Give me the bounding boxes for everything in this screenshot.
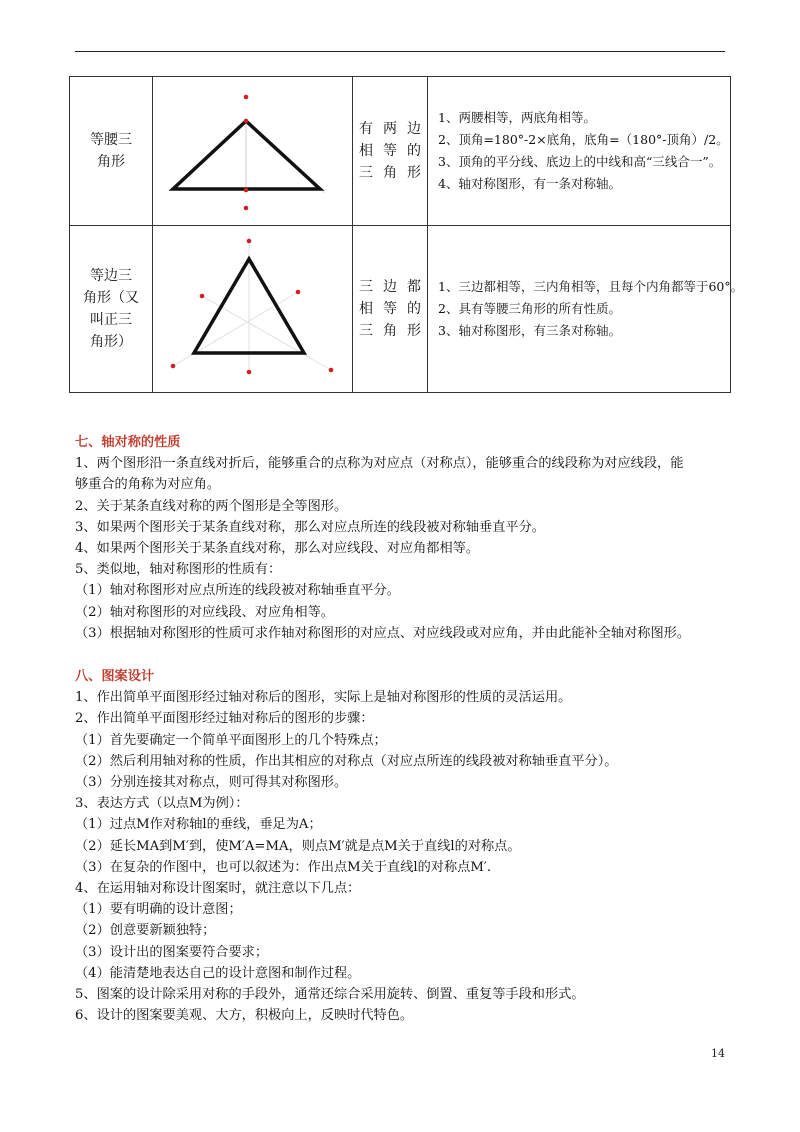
axis-point [329,368,334,373]
equilateral-property: 3、轴对称图形，有三条对称轴。 [438,323,621,338]
paragraph-line: 2、作出简单平面图形经过轴对称后的图形的步骤： [75,711,374,727]
paragraph-line: 4、如果两个图形关于某条直线对称，那么对应线段、对应角都相等。 [75,541,480,557]
equilateral-properties-cell [428,226,744,393]
isosceles-figure-cell [153,77,353,226]
equilateral-definition-line: 相等的 [359,301,421,317]
isosceles-property: 1、两腰相等，两底角相等。 [438,110,596,125]
equilateral-figure-cell [153,226,353,393]
equilateral-property: 1、三边都相等，三内角相等，且每个内角都等于60°。 [438,279,744,294]
equilateral-name-line: 角形） [90,334,132,350]
equilateral-definition-line: 三边都 [359,279,421,295]
isosceles-property: 2、顶角=180°-2×底角，底角=（180°-顶角）/2。 [438,132,729,147]
table-row-isosceles [70,77,731,226]
isosceles-properties-cell [428,77,731,226]
paragraph-line: 3、表达方式（以点M为例）： [75,796,249,812]
isosceles-definition-line: 有两边 [359,121,421,137]
equilateral-triangle-figure [153,226,352,392]
paragraph-line: （1）要有明确的设计意图； [75,902,242,918]
apex-point [244,119,249,124]
paragraph-line: 6、设计的图案要美观、大方，积极向上，反映时代特色。 [75,1008,414,1024]
paragraph-line: 够重合的角称为对应角。 [75,477,221,493]
isosceles-name-line: 角形 [97,154,125,170]
equilateral-name-line: 等边三 [90,268,132,284]
paragraph-line: （4）能清楚地表达自己的设计意图和制作过程。 [75,965,361,981]
equilateral-name-cell [70,226,153,393]
paragraph-line: 3、如果两个图形关于某条直线对称，那么对应点所连的线段被对称轴垂直平分。 [75,519,545,535]
header-rule [75,51,725,52]
paragraph-line: （1）轴对称图形对应点所连的线段被对称轴垂直平分。 [75,583,400,599]
isosceles-name-line: 等腰三 [90,132,132,148]
isosceles-property: 4、轴对称图形，有一条对称轴。 [438,176,621,191]
equilateral-name-line: 角形（又 [83,290,139,306]
paragraph-line: （2）延长MA到M′到，使M′A=MA，则点M′就是点M关于直线l的对称点。 [75,838,521,854]
axis-point [247,239,252,244]
isosceles-triangle-figure [153,77,352,225]
axis-point [247,370,252,375]
isosceles-name-cell [70,77,153,226]
isosceles-definition-cell [353,77,428,226]
paragraph-line: （1）首先要确定一个简单平面图形上的几个特殊点； [75,732,387,748]
paragraph-line: 2、关于某条直线对称的两个图形是全等图形。 [75,498,348,514]
axis-point [244,95,249,100]
axis-point [244,206,249,211]
paragraph-line: 1、两个图形沿一条直线对折后，能够重合的点称为对应点（对称点），能够重合的线段称为对应线段，能 [75,456,684,472]
paragraph-line: 1、作出简单平面图形经过轴对称后的图形，实际上是轴对称图形的性质的灵活运用。 [75,690,572,706]
section-title: 八、图案设计 [75,669,155,684]
isosceles-definition-line: 相等的 [359,143,421,159]
axis-point [171,364,176,369]
section-axis-symmetry-properties [75,432,735,644]
paragraph-line: （3）在复杂的作图中，也可以叙述为：作出点M关于直线l的对称点M′. [75,859,492,875]
page-number: 14 [711,1047,725,1060]
isosceles-property: 3、顶角的平分线、底边上的中线和高“三线合一”。 [438,154,722,169]
symmetry-axis-line [173,292,298,366]
paragraph-line: （3）设计出的图案要符合要求； [75,944,269,960]
axis-point [200,294,205,299]
equilateral-name-line: 叫正三 [90,312,132,328]
paragraph-line: （1）过点M作对称轴l的垂线，垂足为A； [75,817,322,833]
paragraph-line: 5、图案的设计除采用对称的手段外，通常还综合采用旋转、倒置、重复等手段和形式。 [75,987,585,1003]
equilateral-definition-line: 三角形 [359,323,421,339]
paragraph-line: （2）创意要新颖独特； [75,923,216,939]
equilateral-definition-cell [353,226,428,393]
axis-point [296,290,301,295]
paragraph-line: （3）分别连接其对称点，则可得其对称图形。 [75,775,348,791]
isosceles-definition-line: 三角形 [359,165,421,181]
paragraph-line: 4、在运用轴对称设计图案时，就注意以下几点： [75,881,361,897]
section-title: 七、轴对称的性质 [75,435,181,450]
triangle-table [69,76,744,393]
paragraph-line: （3）根据轴对称图形的性质可求作轴对称图形的对应点、对应线段或对应角，并由此能补全轴对称图形。 [75,625,691,641]
paragraph-line: （2）然后利用轴对称的性质，作出其相应的对称点（对应点所连的线段被对称轴垂直平分）。 [75,753,618,769]
equilateral-property: 2、具有等腰三角形的所有性质。 [438,301,621,316]
section-pattern-design [75,666,735,1026]
paragraph-line: （2）轴对称图形的对应线段、对应角相等。 [75,604,334,620]
paragraph-line: 5、类似地，轴对称图形的性质有： [75,562,282,578]
table-row-equilateral [70,226,731,393]
base-midpoint [244,188,249,193]
